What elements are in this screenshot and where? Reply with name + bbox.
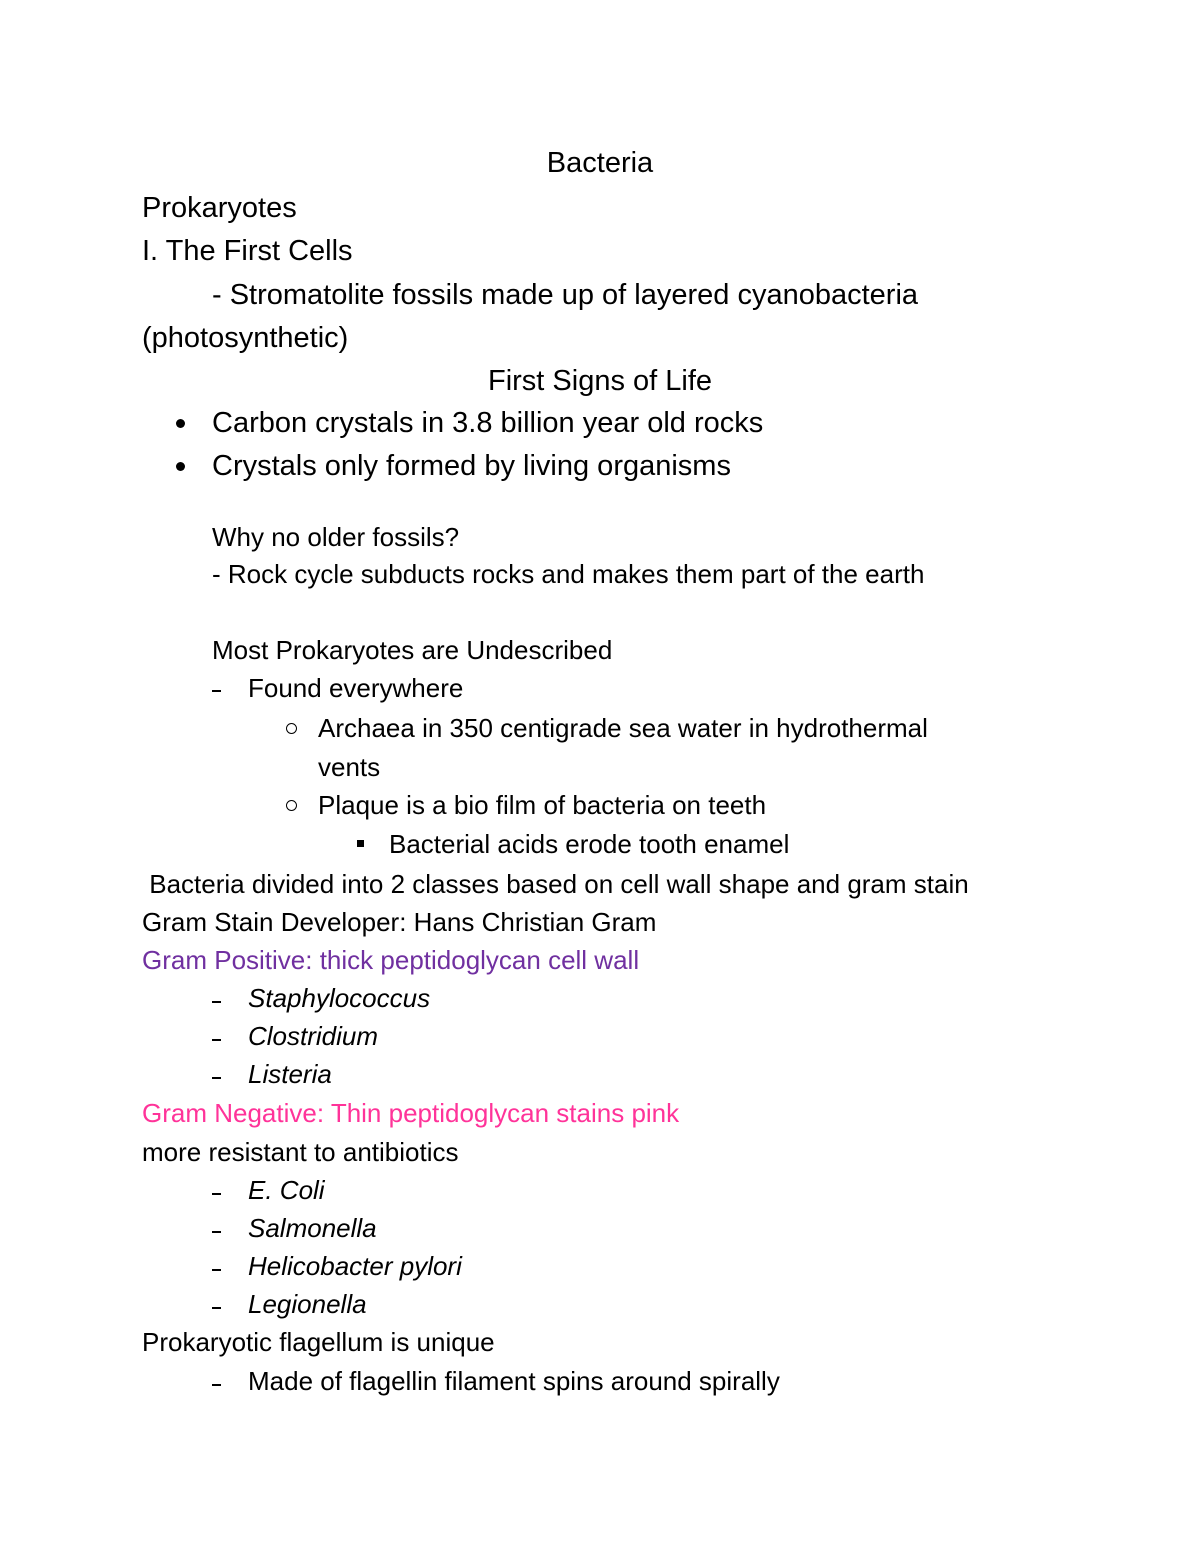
first-signs-heading: First Signs of Life: [487, 365, 713, 397]
list-item: Bacterial acids erode tooth enamel: [389, 829, 790, 859]
dash-bullet-icon: [212, 1307, 221, 1309]
stromatolite-text-continued: (photosynthetic): [142, 322, 349, 354]
list-item-continued: vents: [318, 752, 381, 782]
dash-bullet-icon: [212, 1193, 221, 1195]
dash-bullet-icon: [212, 1231, 221, 1233]
section-heading-first-cells: I. The First Cells: [142, 235, 353, 267]
species-item: Staphylococcus: [248, 983, 431, 1013]
list-item: Archaea in 350 centigrade sea water in hydrothermal: [318, 713, 928, 743]
rock-cycle-text: - Rock cycle subducts rocks and makes them part of the earth: [212, 559, 925, 589]
dash-bullet-icon: [212, 1077, 221, 1079]
species-item: Salmonella: [248, 1213, 377, 1243]
dash-bullet-icon: [212, 690, 221, 692]
list-item: Made of flagellin filament spins around spirally: [248, 1366, 780, 1396]
species-item: Listeria: [248, 1059, 332, 1089]
developer-text: Gram Stain Developer: Hans Christian Gram: [142, 907, 657, 937]
page-title: Bacteria: [546, 147, 654, 179]
resistance-text: more resistant to antibiotics: [142, 1137, 459, 1167]
bullet-icon: [176, 462, 185, 471]
circle-bullet-icon: [286, 800, 297, 811]
square-bullet-icon: [357, 840, 364, 847]
classes-text: Bacteria divided into 2 classes based on cell wall shape and gram stain: [142, 869, 969, 899]
most-undescribed-heading: Most Prokaryotes are Undescribed: [212, 635, 613, 665]
first-signs-item: Crystals only formed by living organisms: [212, 450, 731, 482]
species-item: Clostridium: [248, 1021, 379, 1051]
list-item: Found everywhere: [248, 673, 464, 703]
list-item: Plaque is a bio film of bacteria on teeth: [318, 790, 767, 820]
heading-prokaryotes: Prokaryotes: [142, 192, 297, 224]
circle-bullet-icon: [286, 723, 297, 734]
flagellum-heading: Prokaryotic flagellum is unique: [142, 1327, 495, 1357]
species-item: E. Coli: [248, 1175, 325, 1205]
gram-positive-heading: Gram Positive: thick peptidoglycan cell wall: [142, 945, 640, 975]
dash-bullet-icon: [212, 1269, 221, 1271]
dash-bullet-icon: [212, 1001, 221, 1003]
first-signs-item: Carbon crystals in 3.8 billion year old rocks: [212, 407, 764, 439]
stromatolite-text: - Stromatolite fossils made up of layered cyanobacteria: [212, 279, 919, 311]
bullet-icon: [176, 419, 185, 428]
why-no-older-heading: Why no older fossils?: [212, 522, 460, 552]
dash-bullet-icon: [212, 1384, 221, 1386]
species-item: Legionella: [248, 1289, 367, 1319]
dash-bullet-icon: [212, 1039, 221, 1041]
gram-negative-heading: Gram Negative: Thin peptidoglycan stains pink: [142, 1098, 680, 1128]
species-item: Helicobacter pylori: [248, 1251, 462, 1281]
